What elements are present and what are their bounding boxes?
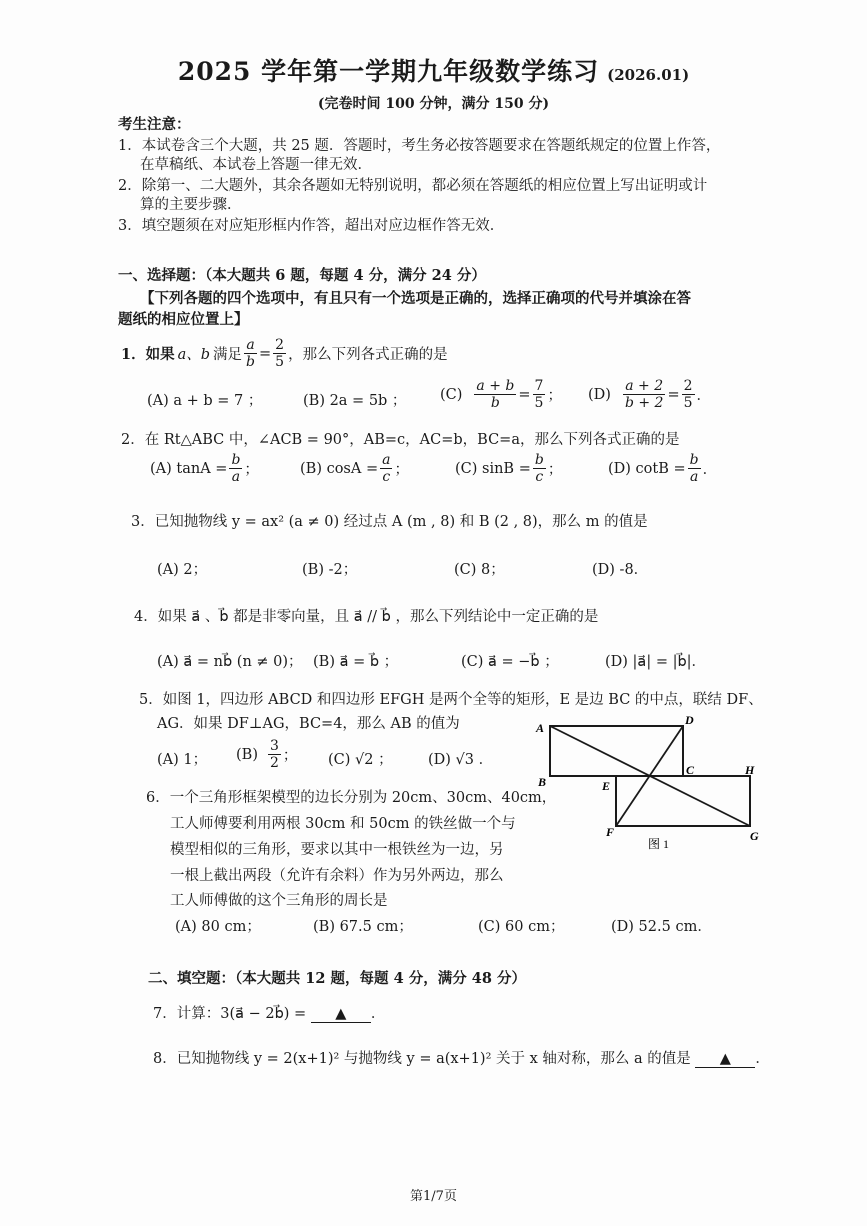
q2-option-b: (B) cosA = $\frac{a}{c}$ ； (300, 452, 409, 485)
q2-option-c: (C) sinB = $\frac{b}{c}$ ； (455, 452, 563, 485)
q2-option-a: (A) tanA = $\frac{b}{a}$ ； (150, 452, 259, 485)
q1-option-c-lhs: $\frac{a + b}{b}$ (476, 378, 515, 411)
question-1: 1．如果 a、b 满足 $\frac{a}{b}$ = $\frac{2}{5}$ ，那么下列各式正确的是 (121, 337, 448, 370)
q1-fraction-25: $\frac{2}{5}$ (275, 337, 285, 370)
q8-end: ． (755, 1051, 770, 1067)
title-text: 2025 学年第一学期九年级数学练习 (177, 57, 600, 86)
q8-answer-blank: ▲ (695, 1051, 755, 1068)
q5-option-a: (A) 1； (157, 752, 208, 768)
section1-instruction: 【下列各题的四个选项中，有且只有一个选项是正确的，选择正确项的代号并填涂在答 (140, 290, 691, 307)
question-2: 2．在 Rt△ABC 中，∠ACB = 90°，AB=c，AC=b，BC=a，那么下列各式正确的是 (121, 432, 680, 448)
question-4: 4．如果 a⃗ 、b⃗ 都是非零向量，且 a⃗ // b⃗ ，那么下列结论中一定正确的是 (134, 609, 599, 625)
rect-efgh (616, 776, 750, 826)
q5-option-c: (C) √2 ； (328, 752, 393, 768)
q1-option-a: (A) a + b = 7 ； (147, 393, 263, 409)
question-6-line: 一根上截出两段（允许有余料）作为另外两边，那么 (170, 868, 504, 884)
section2-heading: 二、填空题：（本大题共 12 题，每题 4 分，满分 48 分） (148, 970, 526, 987)
notes-item: 1．本试卷含三个大题，共 25 题．答题时，考生务必按答题要求在答题纸规定的位置上作答， (118, 138, 721, 154)
q5-option-b-fraction: $\frac{3}{2}$ (269, 738, 279, 771)
question-6-line: 工人师傅要利用两根 30cm 和 50cm 的铁丝做一个与 (170, 816, 516, 832)
q4-option-a: (A) a⃗ = nb⃗ (n ≠ 0)； (157, 654, 303, 670)
q1-option-d-lhs: $\frac{a + 2}{b + 2}$ (624, 378, 664, 411)
q1-option-d-rhs: $\frac{2}{5}$ (683, 378, 693, 411)
q2-option-c-fraction: $\frac{b}{c}$ (534, 452, 544, 485)
q1-mid: 满足 (213, 347, 243, 363)
page-subtitle: (完卷时间 100 分钟，满分 150 分) (317, 96, 550, 112)
label-a: A (536, 721, 545, 735)
notes-heading: 考生注意： (118, 116, 191, 133)
rect-abcd (550, 726, 683, 776)
notes-item: 算的主要步骤． (140, 197, 242, 213)
page-title (0, 52, 867, 88)
label-e: E (602, 779, 611, 793)
question-6-line: 模型相似的三角形，要求以其中一根铁丝为一边，另 (170, 842, 504, 858)
label-f: F (606, 825, 615, 839)
q5-option-b-end: ； (282, 748, 298, 764)
section1-instruction: 题纸的相应位置上】 (118, 311, 249, 328)
label-b: B (538, 775, 547, 789)
label-h: H (745, 763, 755, 777)
q2-option-a-label: (A) tanA = (150, 460, 228, 477)
page-number: 第1/7页 (410, 1189, 457, 1204)
section1-heading: 一、选择题：（本大题共 6 题，每题 4 分，满分 24 分） (118, 267, 486, 284)
q1-option-c-rhs: $\frac{7}{5}$ (534, 378, 544, 411)
q1-fraction-ab: $\frac{a}{b}$ (246, 337, 255, 370)
q1-option-d: (D) $\frac{a + 2}{b + 2}$ = $\frac{2}{5}$ ． (588, 378, 712, 411)
label-c: C (686, 763, 695, 777)
q2-option-d-label: (D) cotB = (608, 460, 686, 477)
q2-option-c-label: (C) sinB = (455, 460, 531, 477)
question-7 (153, 1002, 385, 1023)
question-5: 5．如图 1，四边形 ABCD 和四边形 EFGH 是两个全等的矩形，E 是边 BC 的中点，联结 DF、 (139, 692, 763, 708)
q2-option-d-fraction: $\frac{b}{a}$ (689, 452, 699, 485)
q5-option-b-label: (B) (236, 746, 258, 763)
notes-item: 在草稿纸、本试卷上答题一律无效． (140, 157, 372, 173)
q6-option-a: (A) 80 cm； (175, 919, 261, 935)
notes-item: 3．填空题须在对应矩形框内作答，超出对应边框作答无效． (118, 218, 505, 234)
q2-option-a-fraction: $\frac{b}{a}$ (231, 452, 241, 485)
q7-text: 7．计算：3(a⃗ − 2b⃗) = (153, 1006, 307, 1022)
q3-option-d: (D) -8． (592, 562, 649, 578)
question-3: 3．已知抛物线 y = ax² (a ≠ 0) 经过点 A (m , 8) 和 B (2 , 8)，那么 m 的值是 (131, 514, 648, 530)
label-g: G (750, 829, 759, 843)
question-6-line: 工人师傅做的这个三角形的周长是 (170, 893, 388, 909)
q1-option-c-label: (C) (440, 386, 463, 403)
q5-option-b (236, 738, 297, 771)
q1-option-c: (C) $\frac{a + b}{b}$ = $\frac{7}{5}$ ； (440, 378, 562, 411)
q2-option-d: (D) cotB = $\frac{b}{a}$ ． (608, 452, 718, 485)
q3-option-c: (C) 8； (454, 562, 505, 578)
q1-option-b: (B) 2a = 5b ； (303, 393, 407, 409)
q1-option-d-label: (D) (588, 386, 611, 403)
q2-option-b-fraction: $\frac{a}{c}$ (382, 452, 391, 485)
figure-caption: 图 1 (648, 837, 670, 851)
q3-option-b: (B) -2； (302, 562, 358, 578)
q1-prefix: 1．如果 (121, 346, 175, 363)
q4-option-b: (B) a⃗ = b⃗ ； (313, 654, 399, 670)
q6-option-d: (D) 52.5 cm． (611, 919, 712, 935)
q1-suffix: ，那么下列各式正确的是 (288, 347, 448, 363)
question-5-line2: AG．如果 DF⊥AG，BC=4，那么 AB 的值为 (157, 716, 460, 732)
notes-item: 2．除第一、二大题外，其余各题如无特别说明，都必须在答题纸的相应位置上写出证明或计 (118, 178, 708, 194)
q8-text: 8．已知抛物线 y = 2(x+1)² 与抛物线 y = a(x+1)² 关于 x 轴对称，那么 a 的值是 (153, 1051, 691, 1067)
q2-option-b-label: (B) cosA = (300, 460, 379, 477)
q5-option-d: (D) √3 ． (428, 752, 494, 768)
question-6: 6．一个三角形框架模型的边长分别为 20cm、30cm、40cm， (146, 790, 557, 806)
label-d: D (685, 713, 694, 727)
q6-option-b: (B) 67.5 cm； (313, 919, 413, 935)
q4-option-c: (C) a⃗ = −b⃗ ； (461, 654, 559, 670)
question-8 (153, 1047, 770, 1068)
q1-vars: a、b (177, 347, 211, 363)
q7-end: ． (370, 1006, 386, 1022)
q4-option-d: (D) |a⃗| = |b⃗|． (605, 654, 707, 670)
title-date: (2026.01) (607, 66, 690, 84)
figure-1-diagram (530, 712, 770, 852)
q7-answer-blank: ▲ (311, 1006, 371, 1023)
q3-option-a: (A) 2； (157, 562, 208, 578)
q6-option-c: (C) 60 cm； (478, 919, 565, 935)
